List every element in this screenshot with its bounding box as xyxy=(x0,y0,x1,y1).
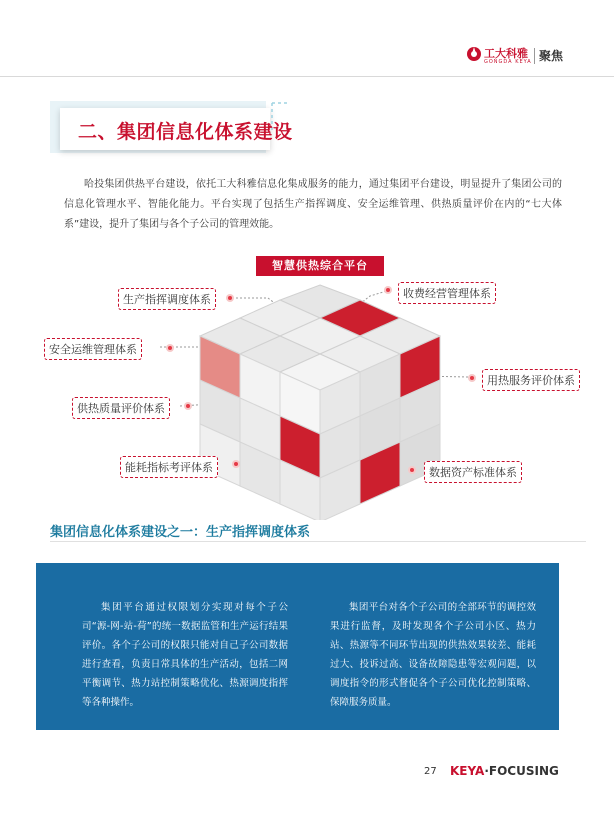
subsection-title: 集团信息化体系建设之一：生产指挥调度体系 xyxy=(50,525,311,540)
label-energy-assessment: 能耗指标考评体系 xyxy=(120,456,218,478)
footer-brand-keya: KEYA xyxy=(450,764,485,778)
label-heating-quality: 供热质量评价体系 xyxy=(72,397,170,419)
box-right-column: 集团平台对各个子公司的全部环节的调控效果进行监督，及时发现各个子公司小区、热力站、热源等不同环节出现的供热效果较差、能耗过大、投诉过高、设备故障隐患等宏观问题，以调度指令的形式督促各个子公司优化控制策略、保障服务质量。 xyxy=(330,602,536,708)
label-safety-ops: 安全运维管理体系 xyxy=(44,338,142,360)
footer-brand-focusing: ·FOCUSING xyxy=(484,764,559,778)
page-number: 27 xyxy=(424,766,437,777)
label-dot xyxy=(184,402,192,410)
label-dot xyxy=(226,294,234,302)
logo-subtext: GONGDA KEYA xyxy=(484,59,532,65)
platform-banner: 智慧供热综合平台 xyxy=(256,256,384,276)
label-dot xyxy=(232,460,240,468)
logo-text: 工大科雅 xyxy=(484,47,528,60)
label-service-evaluation: 用热服务评价体系 xyxy=(482,369,580,391)
header-section-label: 聚焦 xyxy=(539,49,564,63)
footer-brand xyxy=(450,764,559,778)
label-data-asset-standard: 数据资产标准体系 xyxy=(424,461,522,483)
box-left-column: 集团平台通过权限划分实现对每个子公司“源-网-站-荷”的统一数据监管和生产运行结果评价。各个子公司的权限只能对自己子公司数据进行查看，负责日常具体的生产活动，包括二网平衡调节、热力站控制策略优化、热源调度指挥等各种操作。 xyxy=(82,602,288,708)
section-title: 二、集团信息化体系建设 xyxy=(78,121,293,143)
label-dot xyxy=(166,344,174,352)
label-dot xyxy=(468,374,476,382)
subsection-rule xyxy=(50,541,586,542)
label-production-dispatch: 生产指挥调度体系 xyxy=(118,288,216,310)
label-dot xyxy=(408,466,416,474)
intro-paragraph: 哈投集团供热平台建设，依托工大科雅信息化集成服务的能力，通过集团平台建设，明显提升了集团公司的信息化管理水平、智能化能力。平台实现了包括生产指挥调度、安全运维管理、供热质量评价在内的“七大体系”建设，提升了集团与各个子公司的管理效能。 xyxy=(64,179,562,230)
label-billing-management: 收费经营管理体系 xyxy=(398,282,496,304)
label-dot xyxy=(384,286,392,294)
